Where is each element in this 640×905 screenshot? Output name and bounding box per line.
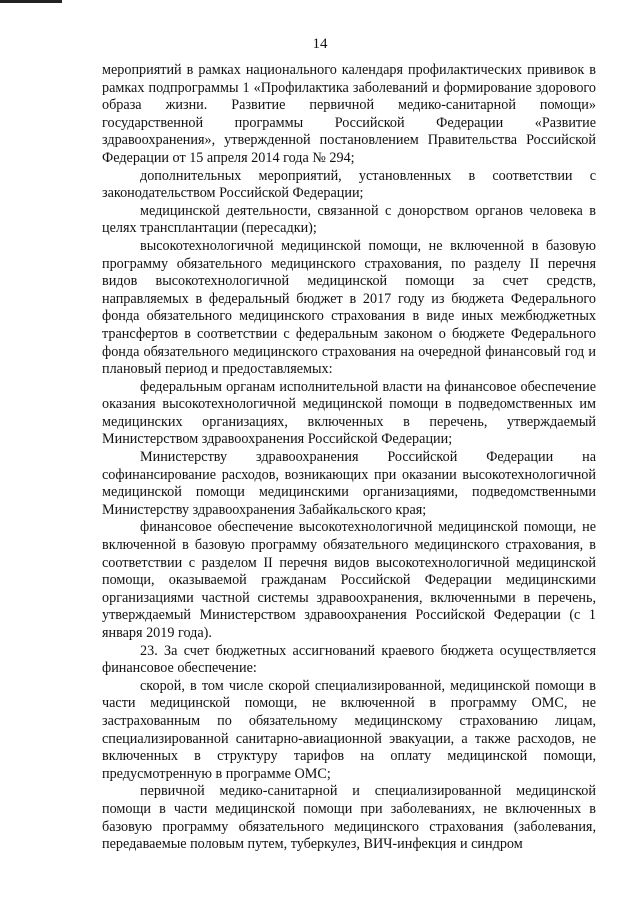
page-body [102, 62, 596, 854]
paragraph: медицинской деятельности, связанной с донорством органов человека в целях трансплантации (пересадки); [102, 202, 596, 237]
paragraph: федеральным органам исполнительной власти на финансовое обеспечение оказания высокотехнологичной медицинской помощи в подведомственных им медицинских организациях, включенных в перечень, утверждаемый Министерством здравоохранения Российской Федерации; [102, 378, 596, 448]
paragraph: финансовое обеспечение высокотехнологичной медицинской помощи, не включенной в базовую программу обязательного медицинского страхования, в соответствии с разделом II перечня видов высокотехнологичной медицинской помощи, оказываемой гражданам Российской Федерации медицинскими организациями частной системы здравоохранения, включенными в перечень, утверждаемый Министерством здравоохранения Российской Федерации (с 1 января 2019 года). [102, 519, 596, 641]
paragraph: высокотехнологичной медицинской помощи, не включенной в базовую программу обязательного медицинского страхования, по разделу II перечня видов высокотехнологичной медицинской помощи за счет средств, направляемых в федеральный бюджет в 2017 году из бюджета Федерального фонда обязательного медицинского страхования в виде иных межбюджетных трансфертов в соответствии с федеральным законом о бюджете Федерального фонда обязательного медицинского страхования на очередной финансовый год и плановый период и предоставляемых: [102, 237, 596, 378]
paragraph: Министерству здравоохранения Российской Федерации на софинансирование расходов, возникающих при оказании высокотехнологичной медицинской помощи медицинскими организациями, подведомственными Министерству здравоохранения Забайкальского края; [102, 449, 596, 518]
paragraph: дополнительных мероприятий, установленных в соответствии с законодательством Российской Федерации; [102, 167, 596, 202]
paragraph-continuation: мероприятий в рамках национального календаря профилактических прививок в рамках подпрограммы 1 «Профилактика заболеваний и формирование здорового образа жизни. Развитие первичной медико-санитарной помощи» государственной программы Российской Федерации «Развитие здравоохранения», утвержденной постановлением Правительства Российской Федерации от 15 апреля 2014 года № 294; [102, 62, 596, 166]
scan-edge-mark [0, 0, 62, 3]
page-number: 14 [312, 36, 328, 52]
paragraph: скорой, в том числе скорой специализированной, медицинской помощи в части медицинской помощи, не включенной в программу ОМС, не застрахованным по обязательному медицинскому страхованию лицам, специализированной санитарно-авиационной эвакуации, а также расходов, не включенных в структуру тарифов на оплату медицинской помощи, предусмотренную в программе ОМС; [102, 677, 596, 782]
paragraph: 23. За счет бюджетных ассигнований краевого бюджета осуществляется финансовое обеспечение: [102, 642, 596, 677]
paragraph: первичной медико-санитарной и специализированной медицинской помощи в части медицинской помощи при заболеваниях, не включенных в базовую программу обязательного медицинского страхования (заболевания, передаваемые половым путем, туберкулез, ВИЧ-инфекция и синдром [102, 783, 596, 853]
